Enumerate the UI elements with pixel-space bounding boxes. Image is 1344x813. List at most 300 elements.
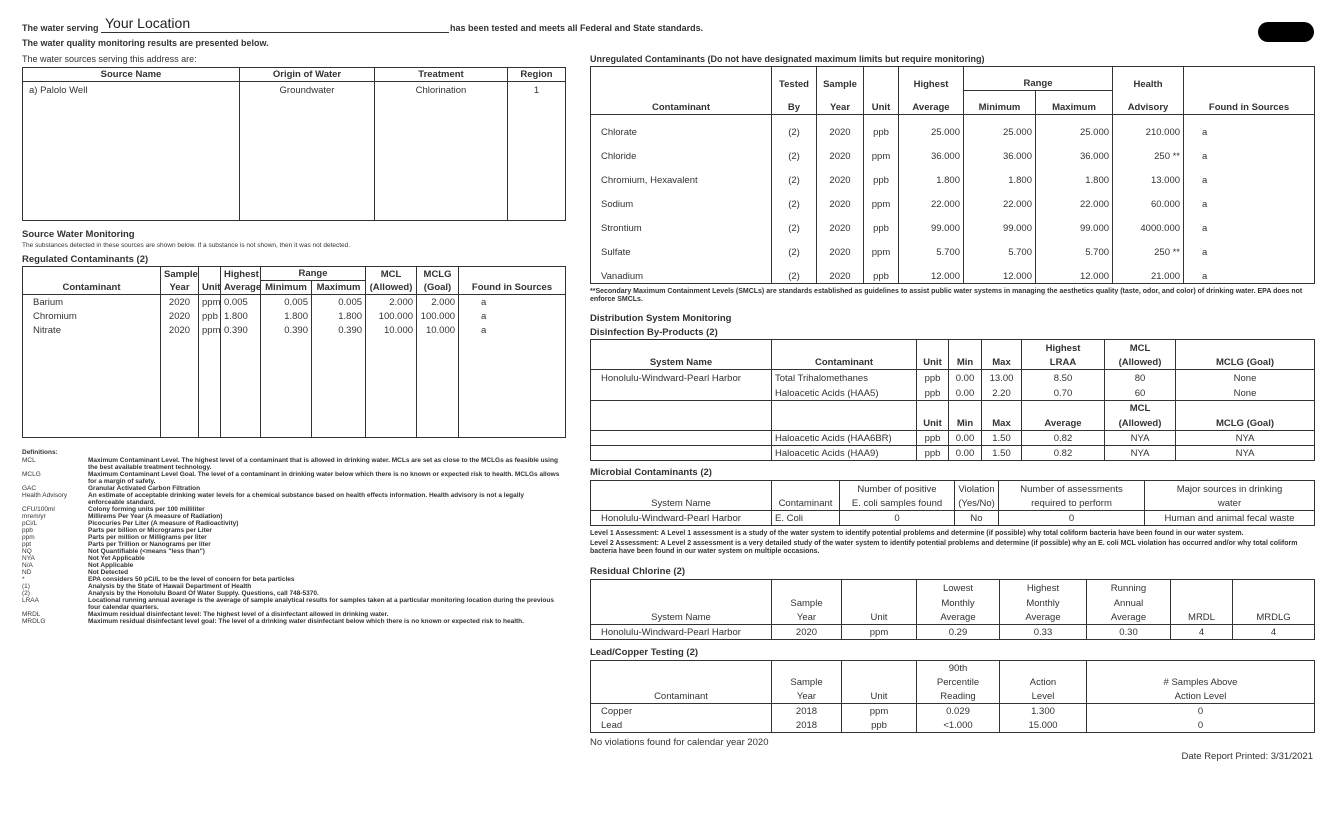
unreg-h-found: Found in Sources [1208, 102, 1290, 114]
definition-row [22, 597, 562, 611]
table-row [591, 187, 1315, 211]
header-prefix: The water serving [22, 23, 99, 33]
dbp-h-mclg: MCLG (Goal) [1215, 357, 1275, 369]
lc-h-above1: # Samples Above [1163, 677, 1238, 689]
dbp-h-allowed: (Allowed) [1105, 355, 1176, 370]
dbp-h-mcl: MCL [1105, 340, 1176, 355]
reg-cell: Chromium [23, 309, 161, 323]
unreg-cell: 2020 [817, 187, 864, 211]
unreg-cell: Sodium [591, 187, 772, 211]
dbp-h-min: Min [949, 355, 982, 370]
source-treatment: Chlorination [375, 82, 508, 221]
reg-cell: 100.000 [366, 309, 417, 323]
definitions-table [22, 457, 562, 625]
unreg-cell: 22.000 [899, 187, 964, 211]
dbp-cell: 1.50 [982, 430, 1022, 445]
reg-cell: 0.005 [261, 295, 312, 309]
unreg-h-year: Year [817, 91, 864, 115]
cl-cell: 0.33 [1000, 625, 1087, 640]
definition-text: Not Quantifiable (<means "less than") [88, 548, 205, 555]
lc-cell: Lead [591, 718, 772, 732]
definition-row [22, 569, 562, 576]
table-row [591, 704, 1315, 718]
reg-h-unit: Unit [199, 281, 221, 295]
unreg-cell: (2) [772, 163, 817, 187]
level1-note: Level 1 Assessment: A Level 1 assessment is a study of the water system to identify potential problems and determine (if possible) why total coliform bacteria have been found in our water system. [590, 530, 1244, 537]
dbp-h-system: System Name [591, 355, 772, 370]
unreg-cell: 2020 [817, 235, 864, 259]
unreg-cell: (2) [772, 211, 817, 235]
micro-cell: No [955, 511, 999, 526]
unreg-cell: a [1202, 174, 1208, 186]
definition-text: Granular Activated Carbon Filtration [88, 485, 201, 492]
definition-row [22, 527, 562, 534]
reg-cell: 2020 [161, 323, 199, 337]
microbial-table [590, 480, 1315, 526]
unreg-cell: 1.800 [964, 163, 1036, 187]
cl-h-system: System Name [591, 610, 772, 625]
sources-header-region: Region [520, 69, 553, 80]
smcl-footnote: **Secondary Maximum Containment Levels (SMCLs) are standards established as guidelines to assist public water systems in managing the aesthetics quality (taste, odor, and color) of drinking water. EPA does not enforce SMCLs. [590, 288, 1303, 303]
unreg-cell: 25.000 [899, 115, 964, 139]
unreg-cell: 2020 [817, 115, 864, 139]
lc-cell: 2018 [772, 718, 842, 732]
violations-note: No violations found for calendar year 2020 [590, 737, 769, 748]
sources-table [22, 67, 566, 221]
micro-cell: 0 [999, 511, 1145, 526]
cl-h-unit: Unit [842, 610, 917, 625]
reg-h-average: Average [221, 281, 261, 295]
definition-text: Not Detected [88, 569, 129, 576]
dbp-cell: ppb [917, 445, 949, 460]
reg-h-highest: Highest [221, 267, 261, 281]
micro-h-contaminant: Contaminant [772, 496, 840, 511]
table-row [591, 259, 1315, 283]
reg-cell: 2020 [161, 295, 199, 309]
definition-text: An estimate of acceptable drinking water levels for a chemical substance based on health effects information. Health advisory is not a legally enforceable standard. [88, 492, 524, 506]
unreg-h-maximum: Maximum [1036, 91, 1113, 115]
lc-cell: 2018 [772, 704, 842, 718]
definition-term: ND [22, 569, 32, 576]
dbp-cell: Haloacetic Acids (HAA9) [772, 445, 917, 460]
definition-term: Health Advisory [22, 492, 68, 499]
micro-h-violation1: Violation [955, 481, 999, 496]
reg-cell: 0.005 [312, 295, 366, 309]
definition-row [22, 513, 562, 520]
unreg-cell: (2) [772, 115, 817, 139]
definition-row [22, 534, 562, 541]
unreg-h-minimum: Minimum [964, 91, 1036, 115]
source-origin: Groundwater [240, 82, 375, 221]
unreg-cell: 1.800 [1036, 163, 1113, 187]
dbp-cell: None [1233, 387, 1257, 399]
reg-cell: ppm [199, 323, 221, 337]
dbp-cell: 60 [1105, 385, 1176, 400]
sources-header-origin: Origin of Water [240, 68, 375, 82]
unreg-cell: (2) [772, 187, 817, 211]
definition-term: MCLG [22, 471, 41, 478]
leadcopper-title: Lead/Copper Testing (2) [590, 647, 699, 658]
definition-row [22, 555, 562, 562]
dbp-system-name: Honolulu-Windward-Pearl Harbor [591, 370, 772, 385]
reg-h-contaminant: Contaminant [23, 281, 161, 295]
unreg-cell: 13.000 [1113, 163, 1184, 187]
dbp-cell: 0.00 [949, 430, 982, 445]
dbp-h2-unit: Unit [917, 415, 949, 430]
header-line2: The water quality monitoring results are presented below. [22, 38, 269, 48]
micro-h-positive1: Number of positive [840, 481, 955, 496]
cl-h-monthly1: Monthly [917, 595, 1000, 610]
definition-term: NQ [22, 548, 32, 555]
reg-cell: ppm [199, 295, 221, 309]
unreg-h-average: Average [899, 91, 964, 115]
cl-h-sample: Sample [772, 595, 842, 610]
reg-cell: 0.005 [221, 295, 261, 309]
micro-h-positive2: E. coli samples found [840, 496, 955, 511]
micro-h-violation2: (Yes/No) [955, 496, 999, 511]
lc-cell: ppb [842, 718, 917, 732]
table-row [591, 625, 1315, 640]
dbp-cell: NYA [1235, 432, 1255, 444]
micro-h-system: System Name [591, 496, 772, 511]
lc-h-level: Level [1000, 689, 1087, 703]
unregulated-title: Unregulated Contaminants (Do not have designated maximum limits but require monitoring) [590, 54, 985, 64]
unreg-cell: 5.700 [964, 235, 1036, 259]
reg-cell: a [481, 310, 487, 322]
dbp-cell: Haloacetic Acids (HAA6BR) [772, 430, 917, 445]
source-monitoring-note: The substances detected in these sources are shown below. If a substance is not shown, then it was not detected. [22, 242, 351, 249]
unreg-cell: ppb [864, 163, 899, 187]
dbp-h-lraa: LRAA [1022, 355, 1105, 370]
definition-text: Colony forming units per 100 milliliter [88, 506, 205, 513]
reg-cell: 2.000 [417, 295, 459, 309]
table-row [591, 370, 1315, 385]
definition-text: Not Applicable [88, 562, 134, 569]
micro-h-sources2: water [1217, 498, 1242, 509]
unreg-cell: 99.000 [899, 211, 964, 235]
lc-cell: 0 [1197, 720, 1204, 731]
definition-term: (1) [22, 583, 30, 590]
table-row [23, 82, 566, 221]
unreg-cell: 22.000 [964, 187, 1036, 211]
micro-h-assess1: Number of assessments [999, 481, 1145, 496]
definition-term: ppt [22, 541, 32, 548]
reg-cell: 1.800 [261, 309, 312, 323]
dbp-cell: ppb [917, 385, 949, 400]
reg-cell: ppb [199, 309, 221, 323]
unreg-cell: a [1202, 246, 1208, 258]
unreg-cell: 250 ** [1113, 235, 1184, 259]
unreg-h-health: Health [1113, 67, 1184, 91]
unregulated-table [590, 66, 1315, 284]
unreg-cell: a [1202, 126, 1208, 138]
cl-cell: Honolulu-Windward-Pearl Harbor [591, 625, 772, 640]
dbp-h2-mclg: MCLG (Goal) [1215, 417, 1275, 429]
cl-cell: ppm [842, 625, 917, 640]
micro-h-sources1: Major sources in drinking [1176, 483, 1283, 495]
report-header [22, 14, 742, 34]
dbp-cell: 1.50 [982, 445, 1022, 460]
dbp-cell: 0.70 [1022, 385, 1105, 400]
unreg-cell: ppm [864, 187, 899, 211]
dbp-h-unit: Unit [917, 355, 949, 370]
lc-cell: 1.300 [1000, 704, 1087, 718]
unreg-cell: 36.000 [964, 139, 1036, 163]
unreg-cell: 4000.000 [1113, 211, 1184, 235]
table-row [591, 385, 1315, 400]
dbp-cell: 13.00 [982, 370, 1022, 385]
reg-h-range: Range [261, 267, 366, 281]
definition-text: Maximum residual disinfectant level goal: The level of a drinking water disinfectant below which there is no known or expected risk to health. [88, 618, 524, 625]
table-row [591, 430, 1315, 445]
reg-h-goal: (Goal) [417, 281, 459, 295]
cl-cell: 0.30 [1087, 625, 1171, 640]
location-field [101, 14, 449, 33]
dbp-h2-min: Min [949, 415, 982, 430]
unreg-cell: 25.000 [964, 115, 1036, 139]
definition-row [22, 541, 562, 548]
definition-row [22, 590, 562, 597]
location-text: Your Location [105, 15, 191, 31]
unreg-cell: Chromium, Hexavalent [591, 163, 772, 187]
unreg-cell: 99.000 [964, 211, 1036, 235]
source-region: 1 [533, 85, 540, 96]
unreg-cell: ppb [864, 211, 899, 235]
dbp-cell: 80 [1105, 370, 1176, 385]
dbp-title: Disinfection By-Products (2) [590, 327, 718, 338]
cl-h-lowest: Lowest [917, 580, 1000, 595]
reg-h-allowed: (Allowed) [366, 281, 417, 295]
lc-h-contaminant: Contaminant [591, 689, 772, 703]
header-line3: The water sources serving this address are: [22, 54, 197, 64]
unreg-cell: 22.000 [1036, 187, 1113, 211]
definition-row [22, 618, 562, 625]
cl-cell: 2020 [772, 625, 842, 640]
unreg-cell: 5.700 [899, 235, 964, 259]
definition-row [22, 492, 562, 506]
unreg-cell: Strontium [591, 211, 772, 235]
unreg-cell: ppm [864, 139, 899, 163]
cl-h-highest: Highest [1000, 580, 1087, 595]
table-row [23, 309, 566, 323]
lc-h-year: Year [772, 689, 842, 703]
definition-term: * [22, 576, 25, 583]
unreg-cell: 2020 [817, 259, 864, 283]
unreg-h-contaminant: Contaminant [591, 91, 772, 115]
reg-cell: 0.390 [312, 323, 366, 337]
definitions-title: Definitions: [22, 449, 58, 456]
definition-row [22, 548, 562, 555]
reg-h-minimum: Minimum [261, 281, 312, 295]
definition-term: (2) [22, 590, 30, 597]
table-row [591, 163, 1315, 187]
definition-term: pCi/L [22, 520, 38, 527]
unreg-cell: 36.000 [1036, 139, 1113, 163]
table-row [591, 235, 1315, 259]
unreg-h-unit: Unit [864, 91, 899, 115]
unreg-cell: (2) [772, 235, 817, 259]
dbp-cell: 8.50 [1022, 370, 1105, 385]
dbp-h2-mcl: MCL [1105, 400, 1176, 415]
definition-text: Millirems Per Year (A measure of Radiation) [88, 513, 223, 520]
definition-term: GAC [22, 485, 37, 492]
unreg-cell: a [1202, 198, 1208, 210]
reg-cell: 1.800 [221, 309, 261, 323]
leadcopper-table [590, 660, 1315, 733]
unreg-cell: 12.000 [899, 259, 964, 283]
sources-header-name: Source Name [23, 68, 240, 82]
lc-cell: 15.000 [1000, 718, 1087, 732]
dbp-cell: 0.00 [949, 385, 982, 400]
micro-cell: Human and animal fecal waste [1164, 513, 1295, 524]
reg-cell: 10.000 [366, 323, 417, 337]
definition-text: Not Yet Applicable [88, 555, 145, 562]
definition-term: MRDL [22, 611, 41, 618]
unreg-cell: a [1202, 270, 1208, 282]
unreg-cell: 5.700 [1036, 235, 1113, 259]
unreg-cell: 210.000 [1113, 115, 1184, 139]
table-row [591, 718, 1315, 732]
definition-text: Maximum Contaminant Level. The highest level of a contaminant that is allowed in drinking water. MCLs are set as close to the MCLGs as feasible using the best available treatment technology. [88, 457, 558, 471]
definition-text: Analysis by the Honolulu Board Of Water Supply. Questions, call 748-5370. [88, 590, 319, 597]
dbp-cell: Haloacetic Acids (HAA5) [772, 385, 917, 400]
reg-cell: 100.000 [417, 309, 459, 323]
unreg-h-by: By [772, 91, 817, 115]
unreg-cell: 36.000 [899, 139, 964, 163]
dbp-cell: ppb [917, 430, 949, 445]
reg-cell: Nitrate [23, 323, 161, 337]
lc-cell: <1.000 [917, 718, 1000, 732]
micro-cell: E. Coli [772, 511, 840, 526]
cl-h-avg3: Average [1087, 610, 1171, 625]
unreg-cell: 60.000 [1113, 187, 1184, 211]
unreg-cell: 250 ** [1113, 139, 1184, 163]
dbp-cell: NYA [1235, 448, 1255, 459]
definition-term: ppb [22, 527, 33, 534]
definition-row [22, 562, 562, 569]
unreg-h-tested: Tested [772, 67, 817, 91]
lc-h-p90c: Reading [917, 689, 1000, 703]
dbp-h2-allowed: (Allowed) [1105, 415, 1176, 430]
unreg-cell: Chlorate [591, 115, 772, 139]
cl-h-year: Year [772, 610, 842, 625]
table-row [591, 211, 1315, 235]
definition-term: NYA [22, 555, 35, 562]
source-name: a) Palolo Well [23, 82, 240, 221]
dbp-cell: None [1233, 372, 1257, 384]
definition-term: LRAA [22, 597, 39, 604]
lc-h-sample: Sample [772, 675, 842, 689]
distribution-title: Distribution System Monitoring [590, 313, 732, 324]
definition-text: Analysis by the State of Hawaii Department of Health [88, 583, 252, 590]
micro-cell: 0 [840, 511, 955, 526]
dbp-h2-max: Max [982, 415, 1022, 430]
unreg-cell: 12.000 [964, 259, 1036, 283]
regulated-title: Regulated Contaminants (2) [22, 254, 149, 265]
definition-term: MCL [22, 457, 36, 464]
dbp-h-contaminant: Contaminant [772, 355, 917, 370]
table-row [23, 323, 566, 337]
definition-row [22, 506, 562, 513]
dbp-cell: 2.20 [982, 385, 1022, 400]
reg-cell: Barium [23, 295, 161, 309]
definition-row [22, 583, 562, 590]
reg-h-year: Year [161, 281, 199, 295]
lc-h-action: Action [1000, 675, 1087, 689]
definition-row [22, 485, 562, 492]
cl-h-monthly2: Monthly [1000, 595, 1087, 610]
unreg-cell: ppm [864, 235, 899, 259]
unreg-h-sample: Sample [817, 67, 864, 91]
lc-h-above2: Action Level [1174, 691, 1227, 703]
definition-term: mrem/yr [22, 513, 46, 520]
dbp-table [590, 339, 1315, 461]
dbp-cell: ppb [917, 370, 949, 385]
reg-cell: 0.390 [221, 323, 261, 337]
dbp-cell: NYA [1105, 445, 1176, 460]
unreg-cell: 2020 [817, 139, 864, 163]
date-printed: Date Report Printed: 3/31/2021 [1181, 751, 1313, 762]
lc-cell: Copper [591, 704, 772, 718]
reg-cell: 2020 [161, 309, 199, 323]
cl-cell: 0.29 [917, 625, 1000, 640]
micro-cell: Honolulu-Windward-Pearl Harbor [591, 511, 772, 526]
unreg-cell: ppb [864, 115, 899, 139]
definition-text: Maximum residual disinfectant level: The highest level of a disinfectant allowed in drinking water. [88, 611, 389, 618]
definition-text: Maximum Contaminant Level Goal. The level of a contaminant in drinking water below which there is no known or expected risk to health. MCLGs allows for a margin of safety. [88, 471, 560, 485]
unreg-cell: (2) [772, 259, 817, 283]
unreg-cell: a [1202, 222, 1208, 234]
definition-text: Parts per billion or Micrograms per Liter [88, 527, 212, 534]
definition-text: EPA considers 50 pCi/L to be the level of concern for beta particles [88, 576, 295, 583]
cl-h-avg1: Average [917, 610, 1000, 625]
unreg-cell: 21.000 [1113, 259, 1184, 283]
micro-h-assess2: required to perform [999, 496, 1145, 511]
unreg-cell: 2020 [817, 163, 864, 187]
dbp-cell: 0.82 [1022, 430, 1105, 445]
header-suffix: has been tested and meets all Federal and State standards. [450, 23, 704, 33]
lc-cell: 0 [1197, 706, 1204, 718]
table-row [591, 511, 1315, 526]
dbp-cell: 0.82 [1022, 445, 1105, 460]
cl-h-mrdl: MRDL [1171, 610, 1233, 625]
table-row [591, 139, 1315, 163]
cl-h-mrdlg: MRDLG [1256, 612, 1291, 623]
reg-h-mcl: MCL [366, 267, 417, 281]
definition-term: CFU/100ml [22, 506, 55, 513]
lc-h-unit: Unit [842, 689, 917, 703]
regulated-table [22, 266, 566, 438]
unreg-h-highest: Highest [899, 67, 964, 91]
unreg-cell: Chloride [591, 139, 772, 163]
dbp-h2-average: Average [1022, 415, 1105, 430]
cl-h-running: Running [1087, 580, 1171, 595]
definition-row [22, 520, 562, 527]
reg-cell: 0.390 [261, 323, 312, 337]
lc-h-p90b: Percentile [917, 675, 1000, 689]
dbp-cell: Total Trihalomethanes [772, 370, 917, 385]
chlorine-title: Residual Chlorine (2) [590, 566, 686, 577]
unreg-cell: Sulfate [591, 235, 772, 259]
reg-cell: a [481, 324, 487, 336]
redacted-mark [1258, 22, 1314, 42]
dbp-cell: 0.00 [949, 445, 982, 460]
reg-h-maximum: Maximum [312, 281, 366, 295]
definition-row [22, 457, 562, 471]
sources-header-treatment: Treatment [375, 68, 508, 82]
microbial-title: Microbial Contaminants (2) [590, 467, 712, 478]
unreg-cell: 25.000 [1036, 115, 1113, 139]
